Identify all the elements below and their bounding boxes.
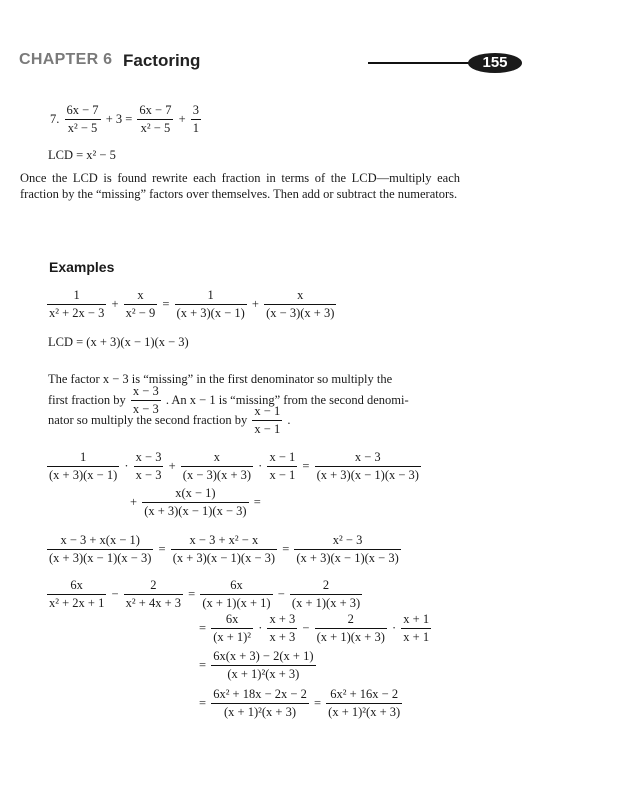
page-number: 155 — [468, 53, 522, 73]
fraction: $\frac{2}{(x + 1)(x + 3)}$ — [291, 578, 361, 610]
fraction: $\frac{x - 3 + x(x - 1)}{(x + 3)(x - 1)(x - 3)}$ — [49, 533, 152, 565]
fraction: $\frac{2}{(x + 1)(x + 3)}$ — [316, 612, 385, 644]
examples-heading: Examples — [49, 259, 115, 275]
lcd-example-1: LCD = (x + 3)(x − 1)(x − 3) — [48, 335, 189, 349]
example-1-equation: $\frac{1}{\text{x² + 2x − 3}}$ + $\frac{x}{\text{x² − 9}}$ = $\frac{1}{(x + 3)(x - 1)}$ + $\frac{x}{(x - 3)(x + 3)}$ — [49, 288, 335, 320]
fraction: $\frac{x}{(x - 3)(x + 3)}$ — [182, 450, 252, 482]
example-2-line-2: = $\frac{6x}{\text{(x + 1)²}}$ · $\frac{x + 3}{x + 3}$ − $\frac{2}{(x + 1)(x + 3)}$ · $\frac{x + 1}{x + 1}$ — [199, 612, 430, 644]
fraction: $\frac{1}{\text{x² + 2x − 3}}$ — [49, 288, 105, 320]
header-rule — [368, 62, 480, 64]
fraction: $\frac{\text{x − 3 + x² − x}}{(x + 3)(x - 1)(x - 3)}$ — [172, 533, 276, 565]
fraction: $\frac{1}{(x + 3)(x - 1)}$ — [49, 450, 118, 482]
explain-line-1: The factor x − 3 is “missing” in the first denominator so multiply the — [48, 372, 393, 386]
fraction: $\frac{x - 3}{x - 3}$ — [135, 450, 162, 482]
problem-7: 7. $\frac{6x - 7}{\text{x² − 5}}$ + 3 = $\frac{6x - 7}{\text{x² − 5}}$ + $\frac{3}{1}$ — [50, 103, 200, 135]
explain-line-3: nator so multiply the second fraction by $\frac{x - 1}{x - 1}$ . — [48, 404, 291, 436]
fraction: $\frac{x - 1}{x - 1}$ — [269, 450, 296, 482]
example-2-line-3: = $\frac{6x(x + 3) - 2(x + 1)}{\text{(x + 1)²(x + 3)}}$ — [199, 649, 314, 681]
chapter-label: CHAPTER 6 — [19, 51, 113, 68]
lcd-problem-7: LCD = x² − 5 — [48, 148, 116, 162]
fraction: $\frac{6x(x + 3) - 2(x + 1)}{\text{(x + 1)²(x + 3)}}$ — [213, 649, 314, 681]
fraction: $\frac{1}{(x + 3)(x - 1)}$ — [176, 288, 245, 320]
chapter-title: Factoring — [123, 51, 201, 70]
fraction: $\frac{x + 1}{x + 1}$ — [403, 612, 430, 644]
fraction: $\frac{\text{x² − 3}}{(x + 3)(x - 1)(x - 3)}$ — [296, 533, 399, 565]
intro-paragraph: Once the LCD is found rewrite each fraction in terms of the LCD—multiply each fraction by the “missing” factors over themselves. Then add or subtract the numerators. — [20, 171, 460, 201]
fraction: $\frac{6x - 7}{\text{x² − 5}}$ — [66, 103, 99, 135]
fraction: $\frac{x - 3}{x - 3}$ — [132, 384, 159, 416]
fraction: $\frac{3}{1}$ — [192, 103, 200, 135]
fraction: $\frac{\text{6x² + 18x − 2x − 2}}{\text{(x + 1)²(x + 3)}}$ — [213, 687, 307, 719]
fraction: $\frac{x + 3}{x + 3}$ — [269, 612, 296, 644]
fraction: $\frac{2}{\text{x² + 4x + 3}}$ — [125, 578, 182, 610]
explain-line-2: first fraction by $\frac{x - 3}{x - 3}$ . An x − 1 is “missing” from the second denomi- — [48, 384, 409, 416]
fraction: $\frac{\text{6x² + 16x − 2}}{\text{(x + 1)²(x + 3)}}$ — [328, 687, 401, 719]
step-1-line-1: $\frac{1}{(x + 3)(x - 1)}$ · $\frac{x - 3}{x - 3}$ + $\frac{x}{(x - 3)(x + 3)}$ · $\frac{x - 1}{x - 1}$ = $\frac{x - 3}{(x + 3)(x - 1)(x - 3)}$ — [49, 450, 419, 482]
example-2-line-1: $\frac{6x}{\text{x² + 2x + 1}}$ − $\frac{2}{\text{x² + 4x + 3}}$ = $\frac{6x}{(x + 1)(x + 1)}$ − $\frac{2}{(x + 1)(x + 3)}$ — [49, 578, 361, 610]
step-1-line-2: + $\frac{x(x - 1)}{(x + 3)(x - 1)(x - 3)}$ = — [130, 486, 261, 518]
fraction: $\frac{x - 3}{(x + 3)(x - 1)(x - 3)}$ — [316, 450, 419, 482]
fraction: $\frac{6x}{\text{(x + 1)²}}$ — [213, 612, 252, 644]
problem-number: 7. — [50, 111, 60, 126]
fraction: $\frac{x(x - 1)}{(x + 3)(x - 1)(x - 3)}$ — [144, 486, 247, 518]
fraction: $\frac{x}{(x - 3)(x + 3)}$ — [266, 288, 335, 320]
example-2-line-4: = $\frac{\text{6x² + 18x − 2x − 2}}{\text{(x + 1)²(x + 3)}}$ = $\frac{\text{6x² + 16x − 2}}{\text{(x + 1)²(x + 3)}}$ — [199, 687, 401, 719]
fraction: $\frac{x}{\text{x² − 9}}$ — [125, 288, 156, 320]
fraction: $\frac{6x}{(x + 1)(x + 1)}$ — [202, 578, 271, 610]
fraction: $\frac{6x}{\text{x² + 2x + 1}}$ — [49, 578, 105, 610]
fraction: $\frac{x - 1}{x - 1}$ — [254, 404, 281, 436]
fraction: $\frac{6x - 7}{\text{x² − 5}}$ — [139, 103, 172, 135]
step-2: $\frac{x - 3 + x(x - 1)}{(x + 3)(x - 1)(x - 3)}$ = $\frac{\text{x − 3 + x² − x}}{(x + 3)(x - 1)(x - 3)}$ = $\frac{\text{x² − 3}}{(x + 3)(x - 1)(x - 3)}$ — [49, 533, 399, 565]
